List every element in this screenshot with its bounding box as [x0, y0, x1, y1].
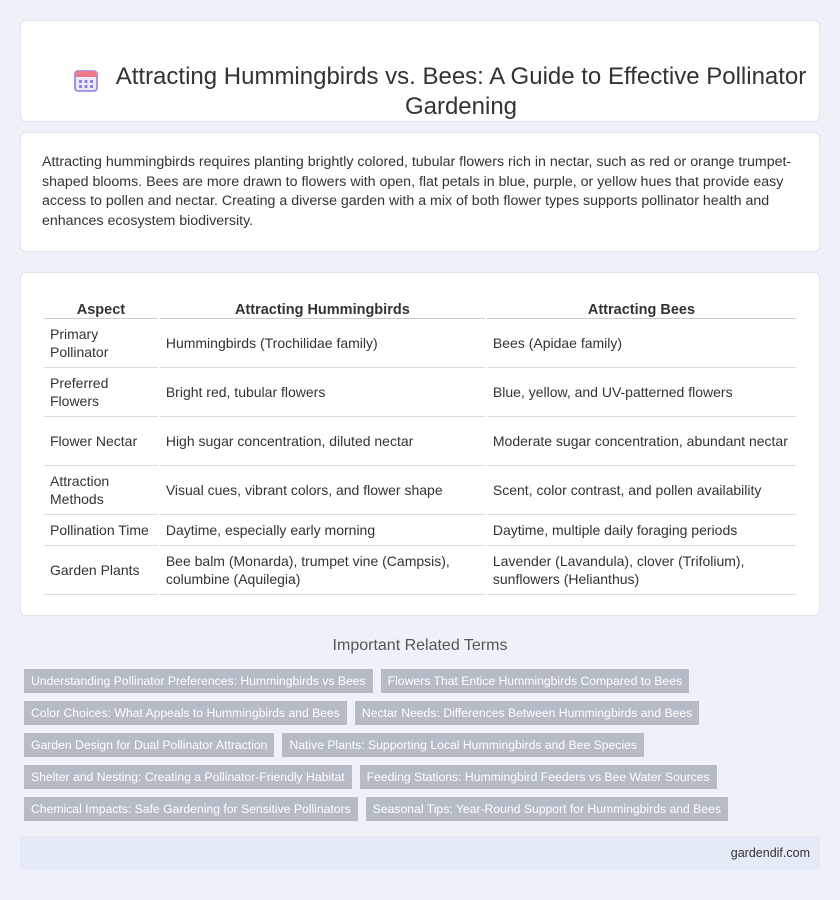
- table-cell-aspect: Flower Nectar: [44, 417, 158, 466]
- table-cell: Lavender (Lavandula), clover (Trifolium), sunflowers (Helianthus): [487, 546, 796, 595]
- table-row: [44, 319, 796, 368]
- related-terms-list: [24, 669, 824, 829]
- table-row: [44, 546, 796, 595]
- table-row: [44, 417, 796, 466]
- table-cell-aspect: Primary Pollinator: [44, 319, 158, 368]
- table-cell: Hummingbirds (Trochilidae family): [160, 319, 485, 368]
- header-aspect: Aspect: [44, 295, 158, 319]
- table-cell-aspect: Garden Plants: [44, 546, 158, 595]
- table-cell-aspect: Pollination Time: [44, 515, 158, 546]
- table-row: [44, 515, 796, 546]
- related-term-tag[interactable]: Shelter and Nesting: Creating a Pollinator-Friendly Habitat: [24, 765, 352, 789]
- table-cell: Bees (Apidae family): [487, 319, 796, 368]
- related-term-tag[interactable]: Color Choices: What Appeals to Hummingbirds and Bees: [24, 701, 347, 725]
- related-term-tag[interactable]: Nectar Needs: Differences Between Hummingbirds and Bees: [355, 701, 699, 725]
- table-cell: Scent, color contrast, and pollen availability: [487, 466, 796, 515]
- tag-row: [24, 765, 824, 789]
- calendar-icon: [73, 67, 99, 93]
- header-bees: Attracting Bees: [487, 295, 796, 319]
- related-term-tag[interactable]: Flowers That Entice Hummingbirds Compared to Bees: [381, 669, 689, 693]
- related-term-tag[interactable]: Understanding Pollinator Preferences: Hummingbirds vs Bees: [24, 669, 373, 693]
- table-row: [44, 368, 796, 417]
- footer-site-link[interactable]: gardendif.com: [730, 846, 810, 860]
- comparison-table: [42, 295, 798, 595]
- tag-row: [24, 797, 824, 821]
- related-term-tag[interactable]: Garden Design for Dual Pollinator Attraction: [24, 733, 274, 757]
- tag-row: [24, 701, 824, 725]
- table-cell-aspect: Preferred Flowers: [44, 368, 158, 417]
- comparison-table-card: [20, 272, 820, 616]
- related-term-tag[interactable]: Chemical Impacts: Safe Gardening for Sensitive Pollinators: [24, 797, 358, 821]
- table-cell-aspect: Attraction Methods: [44, 466, 158, 515]
- table-cell: Bright red, tubular flowers: [160, 368, 485, 417]
- table-row: [44, 466, 796, 515]
- table-cell: Daytime, especially early morning: [160, 515, 485, 546]
- table-header-row: [44, 295, 796, 319]
- page-title: Attracting Hummingbirds vs. Bees: A Guide to Effective Pollinator Gardening: [115, 63, 807, 120]
- table-cell: Blue, yellow, and UV-patterned flowers: [487, 368, 796, 417]
- related-term-tag[interactable]: Seasonal Tips: Year-Round Support for Hummingbirds and Bees: [366, 797, 728, 821]
- related-terms-title: Important Related Terms: [332, 637, 508, 654]
- table-cell: Moderate sugar concentration, abundant nectar: [487, 417, 796, 466]
- header-hummingbirds: Attracting Hummingbirds: [160, 295, 485, 319]
- table-cell: Visual cues, vibrant colors, and flower shape: [160, 466, 485, 515]
- tag-row: [24, 669, 824, 693]
- table-cell: Daytime, multiple daily foraging periods: [487, 515, 796, 546]
- tag-row: [24, 733, 824, 757]
- footer: [20, 836, 820, 870]
- related-term-tag[interactable]: Native Plants: Supporting Local Hummingbirds and Bee Species: [282, 733, 644, 757]
- header-card: [20, 20, 820, 122]
- table-cell: High sugar concentration, diluted nectar: [160, 417, 485, 466]
- related-term-tag[interactable]: Feeding Stations: Hummingbird Feeders vs Bee Water Sources: [360, 765, 717, 789]
- intro-card: [20, 132, 820, 252]
- intro-paragraph: Attracting hummingbirds requires planting brightly colored, tubular flowers rich in nectar, such as red or orange trumpet-shaped blooms. Bees are more drawn to flowers with open, flat petals in blue, purple, or yellow hues that provide easy access to pollen and nectar. Creating a diverse garden with a mix of both flower types supports pollinator health and enhances ecosystem biodiversity.: [42, 154, 792, 229]
- table-cell: Bee balm (Monarda), trumpet vine (Campsis), columbine (Aquilegia): [160, 546, 485, 595]
